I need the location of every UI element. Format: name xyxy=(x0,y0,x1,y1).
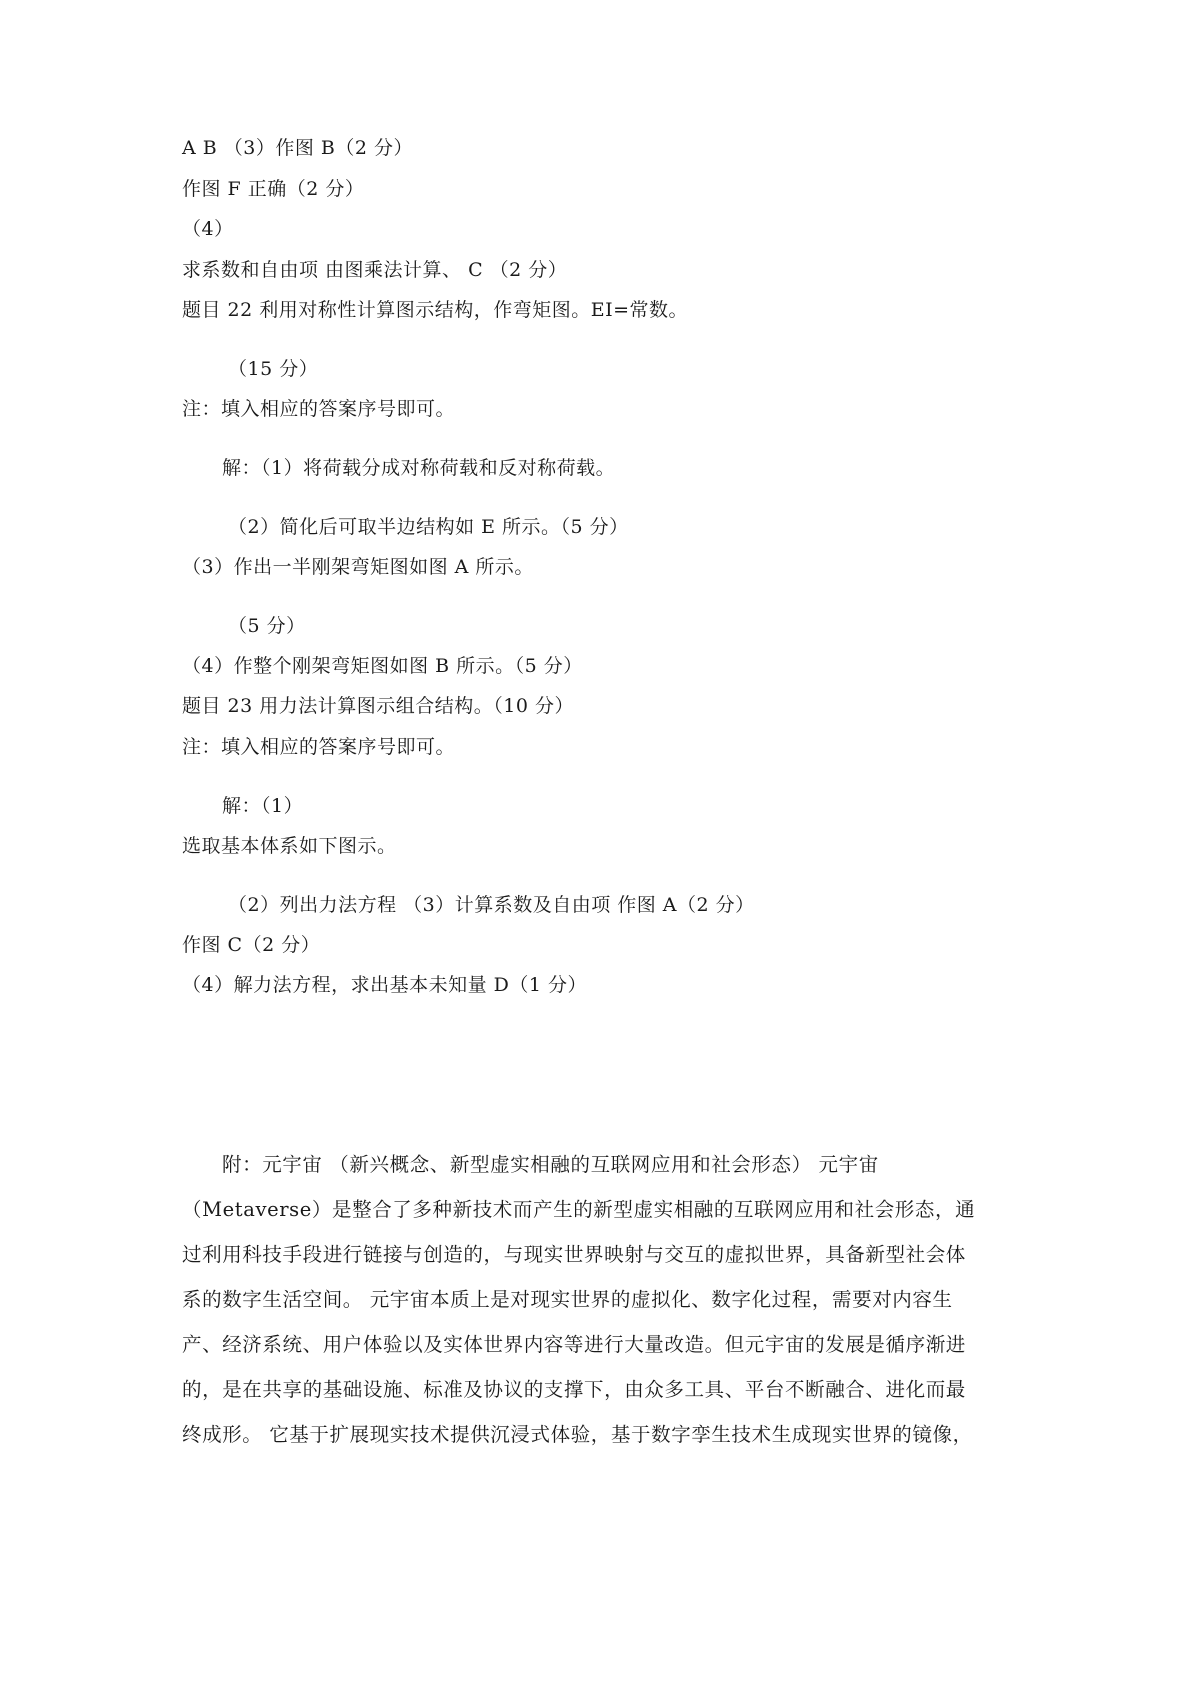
appendix-line-1: 附：元宇宙 （新兴概念、新型虚实相融的互联网应用和社会形态） 元宇宙 xyxy=(222,1153,879,1176)
appendix-line-3: 过利用科技手段进行链接与创造的，与现实世界映射与交互的虚拟世界，具备新型社会体 xyxy=(182,1243,966,1266)
appendix-line-2: （Metaverse）是整合了多种新技术而产生的新型虚实相融的互联网应用和社会形态，通 xyxy=(182,1198,976,1221)
question-23-figure-c: 作图 C（2 分） xyxy=(182,934,321,956)
question-22-solution-step-2: （2）简化后可取半边结构如 E 所示。（5 分） xyxy=(228,516,629,538)
question-23-title: 题目 23 用力法计算图示组合结构。（10 分） xyxy=(182,695,574,717)
appendix-line-6: 的，是在共享的基础设施、标准及协议的支撑下，由众多工具、平台不断融合、进化而最 xyxy=(182,1378,966,1401)
question-22-score: （15 分） xyxy=(228,358,319,380)
question-23-solution-steps-2-3: （2）列出力法方程 （3）计算系数及自由项 作图 A（2 分） xyxy=(228,894,755,916)
appendix-line-5: 产、经济系统、用户体验以及实体世界内容等进行大量改造。但元宇宙的发展是循序渐进 xyxy=(182,1333,966,1356)
question-23-solution-step-4: （4）解力法方程，求出基本未知量 D（1 分） xyxy=(182,974,587,996)
answer-line-4: 求系数和自由项 由图乘法计算、 C （2 分） xyxy=(182,259,568,281)
question-22-note: 注：填入相应的答案序号即可。 xyxy=(182,398,456,420)
question-22-step-3-score: （5 分） xyxy=(228,615,306,637)
question-22-solution-step-3: （3）作出一半刚架弯矩图如图 A 所示。 xyxy=(182,556,534,578)
question-22-solution-step-4: （4）作整个刚架弯矩图如图 B 所示。（5 分） xyxy=(182,655,583,677)
question-23-solution-step-1: 解：（1） xyxy=(222,795,304,817)
appendix-paragraph xyxy=(182,1142,1022,1457)
answer-line-2: 作图 F 正确（2 分） xyxy=(182,178,365,200)
answer-line-3: （4） xyxy=(182,218,234,240)
answer-line-1: A B （3）作图 B（2 分） xyxy=(182,137,413,159)
question-22-solution-step-1: 解：（1）将荷载分成对称荷载和反对称荷载。 xyxy=(222,457,616,479)
appendix-line-4: 系的数字生活空间。 元宇宙本质上是对现实世界的虚拟化、数字化过程，需要对内容生 xyxy=(182,1288,953,1311)
question-23-basic-system: 选取基本体系如下图示。 xyxy=(182,835,397,857)
question-22-title: 题目 22 利用对称性计算图示结构，作弯矩图。EI=常数。 xyxy=(182,299,689,321)
question-23-note: 注：填入相应的答案序号即可。 xyxy=(182,736,456,758)
appendix-line-7: 终成形。 它基于扩展现实技术提供沉浸式体验，基于数字孪生技术生成现实世界的镜像， xyxy=(182,1423,973,1446)
